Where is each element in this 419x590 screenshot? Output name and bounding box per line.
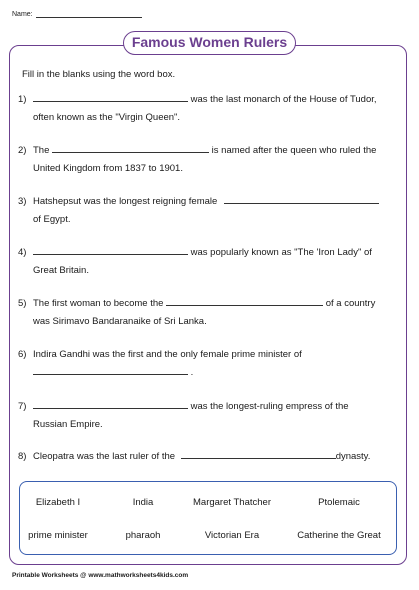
- instructions: Fill in the blanks using the word box.: [22, 69, 176, 80]
- answer-blank[interactable]: [33, 91, 188, 102]
- question-number: 1): [18, 94, 27, 105]
- name-label: Name:: [12, 11, 33, 18]
- question-text: Indira Gandhi was the first and the only female prime minister of .: [33, 349, 302, 378]
- answer-blank[interactable]: [33, 398, 188, 409]
- answer-blank[interactable]: [52, 142, 209, 153]
- name-blank[interactable]: [36, 9, 142, 18]
- word-option: Ptolemaic: [318, 497, 360, 508]
- word-option: pharaoh: [125, 530, 161, 541]
- footer-label: Printable Worksheets @: [12, 572, 87, 579]
- answer-blank[interactable]: [224, 193, 379, 204]
- question-number: 7): [18, 401, 27, 412]
- name-field: [12, 9, 142, 18]
- word-option: Elizabeth I: [35, 497, 81, 508]
- word-option: India: [132, 497, 154, 508]
- footer: [12, 572, 188, 579]
- question-text: was popularly known as "The 'Iron Lady" of Great Britain.: [33, 244, 405, 279]
- word-option: prime minister: [28, 530, 88, 541]
- word-option: Victorian Era: [204, 530, 260, 541]
- question-number: 8): [18, 451, 27, 462]
- question-text: The is named after the queen who ruled the United Kingdom from 1837 to 1901.: [33, 142, 405, 177]
- question-number: 4): [18, 247, 27, 258]
- answer-blank[interactable]: [33, 364, 188, 375]
- word-option: Catherine the Great: [297, 530, 381, 541]
- question-number: 6): [18, 349, 27, 360]
- answer-blank[interactable]: [166, 295, 323, 306]
- answer-blank[interactable]: [33, 244, 188, 255]
- word-box: [19, 481, 397, 555]
- word-option: Margaret Thatcher: [193, 497, 271, 508]
- question-text: was the last monarch of the House of Tudor, often known as the "Virgin Queen".: [33, 91, 405, 126]
- question-number: 5): [18, 298, 27, 309]
- question-text: Hatshepsut was the longest reigning female of Egypt.: [33, 193, 405, 228]
- worksheet-title: Famous Women Rulers: [123, 31, 296, 55]
- footer-url[interactable]: www.mathworksheets4kids.com: [88, 572, 189, 579]
- question-text: The first woman to become the of a country was Sirimavo Bandaranaike of Sri Lanka.: [33, 295, 405, 330]
- question-text: was the longest-ruling empress of the Russian Empire.: [33, 398, 405, 433]
- question-number: 3): [18, 196, 27, 207]
- question-text: Cleopatra was the last ruler of the dynasty.: [33, 448, 405, 466]
- question-number: 2): [18, 145, 27, 156]
- answer-blank[interactable]: [181, 448, 336, 459]
